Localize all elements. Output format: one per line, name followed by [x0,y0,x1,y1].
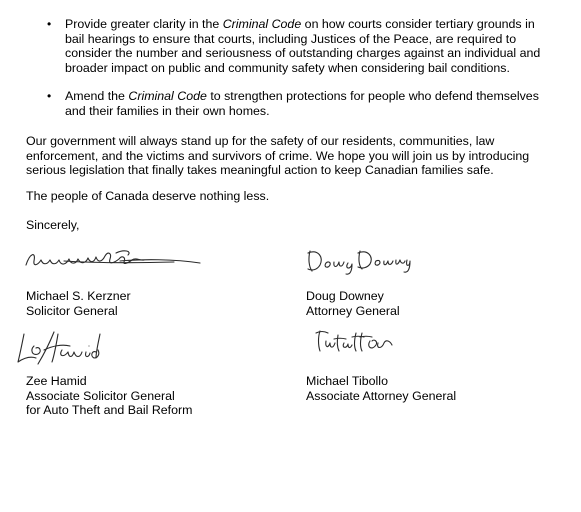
signature-tibollo [314,327,394,357]
signatory-tibollo [306,374,456,403]
list-item: • Amend the Criminal Code to strengthen protections for people who defend themselves and their families in their own homes. [47,89,539,118]
signatory-kerzner [26,289,131,318]
signatory-hamid [26,374,192,418]
signature-hamid [14,328,104,368]
bullet-dot: • [47,17,52,31]
signatory-title-line2: for Auto Theft and Bail Reform [26,403,193,418]
bullet-dot: • [47,89,52,104]
signatory-name: Michael Tibollo [306,374,388,388]
signatory-title: Associate Solicitor General [26,388,175,403]
list-item: • Provide greater clarity in the Criminal Code on how courts consider tertiary grounds in bail hearings to ensure that courts, including Justices of the Peace, are required to consider the number and seriousness of outstanding charges against an individual and broader impact on public and community safety when considering bail conditions. [47,17,541,75]
commitment-paragraph: Our government will always stand up for the safety of our residents, communities, law enforcement, and the victims and survivors of crime. We hope you will join us by introducing serious legislation that finally takes meaningful action to keep Canadian families safe. [26,134,530,178]
signatory-downey [306,289,400,318]
signatory-name: Michael S. Kerzner [26,289,131,303]
signatory-name: Zee Hamid [26,374,87,388]
signatory-name: Doug Downey [306,289,384,303]
signatory-title: Attorney General [306,303,400,318]
signatory-title: Associate Attorney General [306,388,457,403]
signature-kerzner [24,245,204,275]
closing-paragraph: The people of Canada deserve nothing less. [26,189,270,203]
recommendation-list [26,17,546,119]
signature-downey [304,247,414,277]
salutation: Sincerely, [26,218,80,232]
signatory-title: Solicitor General [26,303,118,318]
